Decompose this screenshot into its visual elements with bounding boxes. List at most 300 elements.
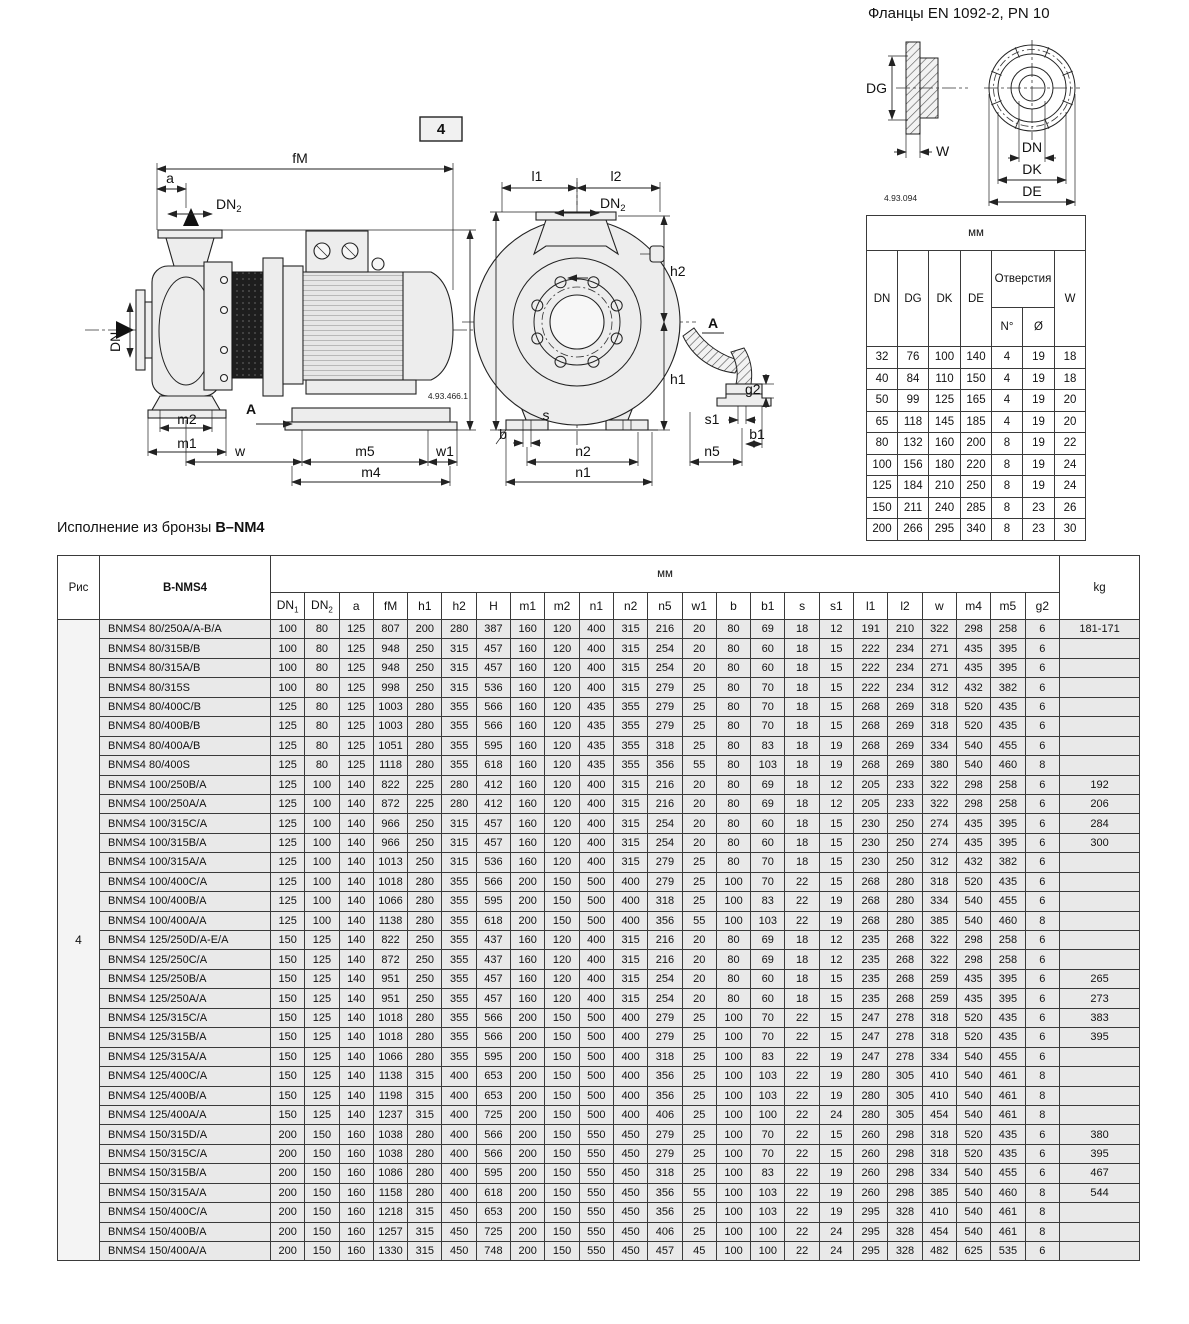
dim-value-cell: 55 — [682, 756, 716, 775]
pump-model-name: BNMS4 80/400S — [100, 756, 271, 775]
flange-cell: 23 — [1023, 497, 1055, 519]
dim-value-cell: 160 — [339, 1203, 373, 1222]
dim-value-cell: 250 — [408, 853, 442, 872]
dim-value-cell: 6 — [1025, 950, 1060, 969]
dim-value-cell: 269 — [888, 756, 922, 775]
dim-value-cell: 160 — [339, 1164, 373, 1183]
dim-value-cell: 250 — [408, 658, 442, 677]
dim-value-cell: 250 — [408, 814, 442, 833]
bronze-note-text: Исполнение из бронзы — [57, 520, 212, 536]
dim-label-l2: l2 — [610, 168, 622, 184]
dim-value-cell: 455 — [991, 736, 1025, 755]
flange-cell: 32 — [867, 347, 898, 369]
dim-value-cell: 450 — [442, 1203, 476, 1222]
dim-value-cell: 461 — [991, 1067, 1025, 1086]
dim-value-cell: 125 — [305, 1105, 339, 1124]
dim-value-cell: 125 — [271, 794, 305, 813]
dim-value-cell: 540 — [956, 756, 990, 775]
flange-row — [867, 368, 1086, 390]
dim-value-cell: 25 — [682, 1067, 716, 1086]
dim-value-cell: 235 — [854, 989, 888, 1008]
dim-value-cell: 80 — [716, 794, 750, 813]
dim-value-cell: 80 — [716, 717, 750, 736]
dim-value-cell: 540 — [956, 1203, 990, 1222]
dim-col-header: h1 — [408, 593, 442, 620]
dim-value-cell: 315 — [408, 1067, 442, 1086]
dim-value-cell: 18 — [785, 833, 819, 852]
flange-cell: 8 — [992, 433, 1023, 455]
flange-cell: 80 — [867, 433, 898, 455]
dim-value-cell: 100 — [716, 1028, 750, 1047]
dim-value-cell: 457 — [476, 639, 510, 658]
dim-value-cell: 260 — [854, 1183, 888, 1202]
kg-cell: 300 — [1060, 833, 1140, 852]
pump-model-name: BNMS4 150/400B/A — [100, 1222, 271, 1241]
pump-model-name: BNMS4 100/250A/A — [100, 794, 271, 813]
dim-value-cell: 160 — [511, 756, 545, 775]
pump-model-name: BNMS4 125/250D/A-E/A — [100, 931, 271, 950]
dim-value-cell: 19 — [819, 1086, 853, 1105]
dim-value-cell: 540 — [956, 1183, 990, 1202]
dim-value-cell: 298 — [888, 1144, 922, 1163]
dim-value-cell: 8 — [1025, 1086, 1060, 1105]
flange-cell: 295 — [929, 519, 961, 541]
section-a-title: A — [707, 315, 719, 331]
dim-value-cell: 278 — [888, 1047, 922, 1066]
dim-value-cell: 225 — [408, 794, 442, 813]
dim-value-cell: 20 — [682, 620, 716, 639]
dim-value-cell: 150 — [305, 1222, 339, 1241]
dim-col-header: fM — [373, 593, 407, 620]
kg-cell — [1060, 872, 1140, 891]
dim-value-cell: 216 — [648, 794, 682, 813]
flange-cell: 285 — [961, 497, 992, 519]
dim-col-header: $DN_1$ — [271, 593, 305, 620]
kg-cell — [1060, 1067, 1140, 1086]
dim-value-cell: 540 — [956, 1086, 990, 1105]
dim-value-cell: 15 — [819, 639, 853, 658]
dim-value-cell: 355 — [442, 931, 476, 950]
dim-value-cell: 595 — [476, 736, 510, 755]
dim-value-cell: 100 — [716, 1242, 750, 1261]
dim-value-cell: 24 — [819, 1222, 853, 1241]
dim-value-cell: 70 — [751, 678, 785, 697]
dim-value-cell: 125 — [305, 969, 339, 988]
dim-value-cell: 328 — [888, 1222, 922, 1241]
dim-label-dn2-front: $DN_2$ — [600, 195, 626, 214]
dim-value-cell: 872 — [373, 794, 407, 813]
kg-cell — [1060, 1222, 1140, 1241]
dim-value-cell: 653 — [476, 1203, 510, 1222]
dim-value-cell: 200 — [511, 1028, 545, 1047]
dim-value-cell: 540 — [956, 1105, 990, 1124]
dim-value-cell: 550 — [579, 1164, 613, 1183]
dim-value-cell: 160 — [339, 1144, 373, 1163]
dim-value-cell: 103 — [751, 1086, 785, 1105]
dim-value-cell: 520 — [956, 1125, 990, 1144]
dim-value-cell: 80 — [716, 931, 750, 950]
dim-value-cell: 20 — [682, 950, 716, 969]
kg-cell: 383 — [1060, 1008, 1140, 1027]
dim-value-cell: 355 — [442, 697, 476, 716]
dim-value-cell: 355 — [613, 717, 647, 736]
dim-col-header: m1 — [511, 593, 545, 620]
dim-value-cell: 258 — [991, 950, 1025, 969]
dim-value-cell: 550 — [579, 1125, 613, 1144]
flange-col-holes-diameter: Ø — [1023, 307, 1055, 346]
dim-value-cell: 6 — [1025, 678, 1060, 697]
dim-value-cell: 461 — [991, 1203, 1025, 1222]
flange-cell: 125 — [867, 476, 898, 498]
dim-value-cell: 355 — [442, 950, 476, 969]
dim-value-cell: 150 — [305, 1164, 339, 1183]
dim-value-cell: 125 — [305, 950, 339, 969]
dim-value-cell: 269 — [888, 736, 922, 755]
flange-cell: 50 — [867, 390, 898, 412]
dim-value-cell: 450 — [613, 1164, 647, 1183]
dim-value-cell: 216 — [648, 950, 682, 969]
dim-value-cell: 19 — [819, 911, 853, 930]
dim-value-cell: 6 — [1025, 989, 1060, 1008]
dim-value-cell: 140 — [339, 1028, 373, 1047]
dim-value-cell: 454 — [922, 1222, 956, 1241]
dim-value-cell: 400 — [579, 620, 613, 639]
dim-value-cell: 355 — [442, 736, 476, 755]
dim-value-cell: 435 — [991, 1144, 1025, 1163]
dim-value-cell: 400 — [579, 639, 613, 658]
dim-value-cell: 125 — [271, 911, 305, 930]
dim-value-cell: 12 — [819, 794, 853, 813]
flange-row — [867, 476, 1086, 498]
dim-value-cell: 15 — [819, 1144, 853, 1163]
dim-value-cell: 1198 — [373, 1086, 407, 1105]
dim-value-cell: 461 — [991, 1105, 1025, 1124]
dim-value-cell: 103 — [751, 1203, 785, 1222]
flange-row — [867, 519, 1086, 541]
dim-value-cell: 25 — [682, 1028, 716, 1047]
dim-value-cell: 315 — [613, 969, 647, 988]
dim-value-cell: 250 — [408, 969, 442, 988]
pump-model-name: BNMS4 100/400C/A — [100, 872, 271, 891]
dim-value-cell: 315 — [613, 658, 647, 677]
dim-value-cell: 100 — [716, 911, 750, 930]
dim-value-cell: 160 — [511, 678, 545, 697]
dim-value-cell: 83 — [751, 736, 785, 755]
dim-value-cell: 1013 — [373, 853, 407, 872]
dim-value-cell: 100 — [716, 1164, 750, 1183]
kg-cell — [1060, 950, 1140, 969]
pump-model-name: BNMS4 125/400A/A — [100, 1105, 271, 1124]
dim-value-cell: 380 — [922, 756, 956, 775]
flange-cell: 40 — [867, 368, 898, 390]
dim-value-cell: 125 — [305, 1047, 339, 1066]
dim-value-cell: 268 — [888, 950, 922, 969]
dim-value-cell: 200 — [511, 1125, 545, 1144]
dim-value-cell: 20 — [682, 833, 716, 852]
dim-value-cell: 315 — [408, 1203, 442, 1222]
table-row — [58, 911, 1140, 930]
dim-value-cell: 395 — [991, 658, 1025, 677]
dim-value-cell: 400 — [579, 794, 613, 813]
dim-value-cell: 295 — [854, 1203, 888, 1222]
dim-value-cell: 120 — [545, 950, 579, 969]
dim-value-cell: 150 — [545, 1067, 579, 1086]
dim-value-cell: 315 — [613, 853, 647, 872]
dim-value-cell: 216 — [648, 620, 682, 639]
dim-value-cell: 500 — [579, 872, 613, 891]
dim-value-cell: 536 — [476, 678, 510, 697]
dim-value-cell: 355 — [442, 969, 476, 988]
dim-value-cell: 872 — [373, 950, 407, 969]
drawing-number: 4.93.466.1 — [427, 391, 468, 401]
dim-value-cell: 22 — [785, 911, 819, 930]
dim-value-cell: 460 — [991, 1183, 1025, 1202]
dim-value-cell: 125 — [339, 678, 373, 697]
dim-value-cell: 6 — [1025, 814, 1060, 833]
dim-label-w: w — [234, 443, 246, 459]
dim-value-cell: 400 — [442, 1144, 476, 1163]
kg-cell: 395 — [1060, 1028, 1140, 1047]
dim-value-cell: 60 — [751, 639, 785, 658]
dim-value-cell: 12 — [819, 931, 853, 950]
dim-value-cell: 395 — [991, 639, 1025, 658]
flange-cell: 145 — [929, 411, 961, 433]
dim-value-cell: 400 — [579, 931, 613, 950]
dim-value-cell: 268 — [888, 989, 922, 1008]
flange-cell: 100 — [867, 454, 898, 476]
dim-value-cell: 566 — [476, 1144, 510, 1163]
kg-cell — [1060, 892, 1140, 911]
dim-value-cell: 125 — [339, 658, 373, 677]
dim-value-cell: 435 — [991, 1028, 1025, 1047]
dim-value-cell: 18 — [785, 853, 819, 872]
dim-value-cell: 140 — [339, 1067, 373, 1086]
dim-value-cell: 566 — [476, 697, 510, 716]
dim-value-cell: 15 — [819, 678, 853, 697]
dim-value-cell: 200 — [271, 1222, 305, 1241]
dim-value-cell: 315 — [408, 1105, 442, 1124]
dim-value-cell: 435 — [956, 639, 990, 658]
dim-value-cell: 19 — [819, 736, 853, 755]
pump-model-name: BNMS4 150/400C/A — [100, 1203, 271, 1222]
dim-value-cell: 200 — [511, 1183, 545, 1202]
dim-value-cell: 457 — [648, 1242, 682, 1261]
dim-value-cell: 315 — [442, 833, 476, 852]
dim-value-cell: 6 — [1025, 872, 1060, 891]
dim-value-cell: 20 — [682, 775, 716, 794]
dim-value-cell: 120 — [545, 794, 579, 813]
dim-value-cell: 435 — [579, 736, 613, 755]
table-row — [58, 853, 1140, 872]
dim-value-cell: 140 — [339, 853, 373, 872]
dim-value-cell: 103 — [751, 1183, 785, 1202]
dim-value-cell: 6 — [1025, 794, 1060, 813]
dim-value-cell: 60 — [751, 969, 785, 988]
pump-model-name: BNMS4 125/315C/A — [100, 1008, 271, 1027]
dim-value-cell: 435 — [956, 969, 990, 988]
dim-value-cell: 80 — [716, 639, 750, 658]
dim-value-cell: 200 — [408, 620, 442, 639]
pump-model-name: BNMS4 80/400B/B — [100, 717, 271, 736]
dim-value-cell: 160 — [511, 717, 545, 736]
dim-value-cell: 80 — [305, 717, 339, 736]
dim-value-cell: 120 — [545, 853, 579, 872]
dim-value-cell: 315 — [613, 794, 647, 813]
dim-value-cell: 279 — [648, 1125, 682, 1144]
dim-value-cell: 400 — [579, 950, 613, 969]
dim-value-cell: 15 — [819, 1008, 853, 1027]
dim-value-cell: 400 — [579, 775, 613, 794]
flange-col-w: W — [1055, 251, 1086, 347]
dim-value-cell: 60 — [751, 989, 785, 1008]
flange-row — [867, 433, 1086, 455]
dim-value-cell: 457 — [476, 814, 510, 833]
dim-value-cell: 25 — [682, 1144, 716, 1163]
dim-value-cell: 70 — [751, 1125, 785, 1144]
dim-value-cell: 150 — [271, 1008, 305, 1027]
dim-value-cell: 566 — [476, 872, 510, 891]
dim-value-cell: 254 — [648, 989, 682, 1008]
dim-value-cell: 500 — [579, 1008, 613, 1027]
dim-value-cell: 100 — [716, 1222, 750, 1241]
dim-value-cell: 200 — [511, 1047, 545, 1066]
dim-value-cell: 160 — [339, 1125, 373, 1144]
dim-value-cell: 951 — [373, 989, 407, 1008]
flange-row — [867, 497, 1086, 519]
dim-value-cell: 15 — [819, 1125, 853, 1144]
flange-cell: 20 — [1055, 411, 1086, 433]
dim-value-cell: 80 — [305, 678, 339, 697]
dim-value-cell: 19 — [819, 1164, 853, 1183]
dim-value-cell: 20 — [682, 931, 716, 950]
dim-value-cell: 653 — [476, 1067, 510, 1086]
flange-cell: 4 — [992, 368, 1023, 390]
dim-value-cell: 120 — [545, 678, 579, 697]
dim-value-cell: 150 — [545, 1222, 579, 1241]
dim-value-cell: 400 — [613, 892, 647, 911]
dim-value-cell: 80 — [716, 775, 750, 794]
dim-value-cell: 6 — [1025, 1144, 1060, 1163]
dim-value-cell: 150 — [545, 1008, 579, 1027]
dim-value-cell: 150 — [305, 1144, 339, 1163]
dim-value-cell: 268 — [854, 756, 888, 775]
table-row — [58, 620, 1140, 639]
dim-value-cell: 260 — [854, 1164, 888, 1183]
dim-value-cell: 6 — [1025, 697, 1060, 716]
kg-cell — [1060, 736, 1140, 755]
dim-value-cell: 274 — [922, 833, 956, 852]
dim-col-header: n5 — [648, 593, 682, 620]
dim-value-cell: 268 — [854, 736, 888, 755]
dim-label-a: a — [166, 170, 174, 186]
dim-value-cell: 8 — [1025, 1067, 1060, 1086]
dim-value-cell: 25 — [682, 853, 716, 872]
dim-value-cell: 120 — [545, 756, 579, 775]
dim-value-cell: 225 — [408, 775, 442, 794]
dim-value-cell: 6 — [1025, 969, 1060, 988]
dim-value-cell: 305 — [888, 1086, 922, 1105]
dim-value-cell: 322 — [922, 931, 956, 950]
dim-value-cell: 200 — [511, 1144, 545, 1163]
dim-value-cell: 355 — [613, 697, 647, 716]
dim-value-cell: 298 — [956, 794, 990, 813]
dim-col-header: s1 — [819, 593, 853, 620]
dim-value-cell: 69 — [751, 931, 785, 950]
dim-value-cell: 268 — [854, 911, 888, 930]
dim-value-cell: 100 — [751, 1242, 785, 1261]
dim-value-cell: 259 — [922, 989, 956, 1008]
kg-cell: 206 — [1060, 794, 1140, 813]
dim-value-cell: 140 — [339, 814, 373, 833]
dim-value-cell: 1038 — [373, 1125, 407, 1144]
dim-value-cell: 315 — [442, 639, 476, 658]
dim-value-cell: 160 — [511, 833, 545, 852]
dim-value-cell: 200 — [271, 1125, 305, 1144]
dim-value-cell: 653 — [476, 1086, 510, 1105]
table-row — [58, 639, 1140, 658]
dim-value-cell: 6 — [1025, 736, 1060, 755]
dim-value-cell: 435 — [579, 697, 613, 716]
dim-value-cell: 395 — [991, 989, 1025, 1008]
dim-value-cell: 125 — [305, 1008, 339, 1027]
dim-value-cell: 400 — [442, 1067, 476, 1086]
dim-value-cell: 80 — [716, 950, 750, 969]
dim-value-cell: 200 — [271, 1242, 305, 1261]
dim-value-cell: 298 — [956, 775, 990, 794]
dim-value-cell: 150 — [305, 1183, 339, 1202]
dim-value-cell: 315 — [442, 678, 476, 697]
dim-value-cell: 6 — [1025, 931, 1060, 950]
dim-label-l1: l1 — [531, 168, 543, 184]
dim-value-cell: 200 — [511, 1008, 545, 1027]
dim-value-cell: 80 — [305, 658, 339, 677]
dim-value-cell: 460 — [991, 756, 1025, 775]
figure-number: 4 — [436, 121, 446, 138]
dim-value-cell: 100 — [271, 620, 305, 639]
dim-value-cell: 69 — [751, 950, 785, 969]
dim-value-cell: 268 — [854, 892, 888, 911]
dim-value-cell: 822 — [373, 931, 407, 950]
dim-value-cell: 461 — [991, 1086, 1025, 1105]
dim-value-cell: 618 — [476, 911, 510, 930]
dim-value-cell: 160 — [511, 989, 545, 1008]
flange-cell: 8 — [992, 519, 1023, 541]
dim-value-cell: 120 — [545, 620, 579, 639]
kg-cell — [1060, 1242, 1140, 1261]
dim-value-cell: 1257 — [373, 1222, 407, 1241]
dim-value-cell: 432 — [956, 853, 990, 872]
dim-value-cell: 100 — [716, 1144, 750, 1163]
dim-value-cell: 25 — [682, 1222, 716, 1241]
dim-value-cell: 150 — [545, 911, 579, 930]
dim-value-cell: 305 — [888, 1067, 922, 1086]
dim-value-cell: 520 — [956, 872, 990, 891]
dim-value-cell: 100 — [305, 814, 339, 833]
dim-value-cell: 948 — [373, 639, 407, 658]
dim-label-m1: m1 — [177, 435, 197, 451]
flange-cell: 24 — [1055, 476, 1086, 498]
dim-label-fm: fM — [292, 150, 308, 166]
dim-value-cell: 15 — [819, 658, 853, 677]
pump-model-name: BNMS4 100/250B/A — [100, 775, 271, 794]
dim-value-cell: 400 — [442, 1164, 476, 1183]
kg-cell — [1060, 853, 1140, 872]
dim-value-cell: 280 — [408, 1125, 442, 1144]
dim-value-cell: 280 — [408, 911, 442, 930]
dim-value-cell: 595 — [476, 1047, 510, 1066]
pump-model-name: BNMS4 125/400C/A — [100, 1067, 271, 1086]
flange-cell: 65 — [867, 411, 898, 433]
